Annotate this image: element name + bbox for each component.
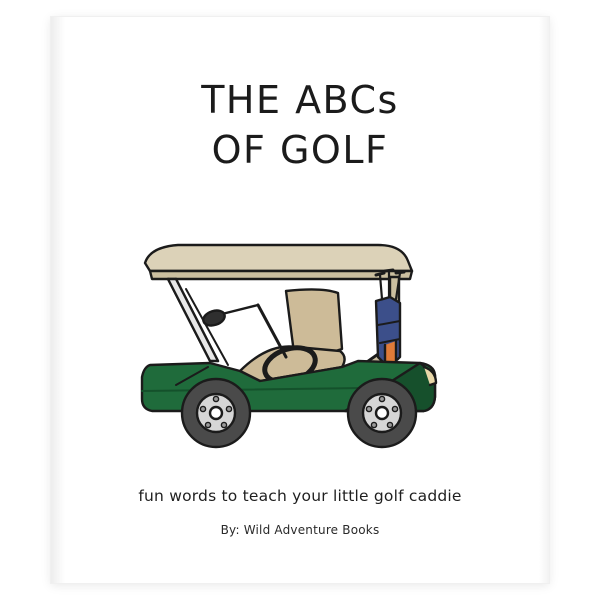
cover-subtitle: fun words to teach your little golf caddie	[138, 487, 462, 505]
golf-cart-illustration	[51, 185, 549, 475]
cart-seat	[240, 289, 345, 381]
title-line-2: OF GOLF	[211, 128, 389, 173]
cart-roof	[145, 245, 412, 279]
cover-byline: By: Wild Adventure Books	[220, 523, 380, 537]
book-cover	[51, 17, 549, 583]
title-line-1: THE ABCs	[201, 78, 399, 122]
page-title	[51, 75, 549, 175]
rear-wheel	[182, 379, 250, 447]
front-wheel	[348, 379, 416, 447]
golf-cart-svg	[90, 185, 510, 475]
